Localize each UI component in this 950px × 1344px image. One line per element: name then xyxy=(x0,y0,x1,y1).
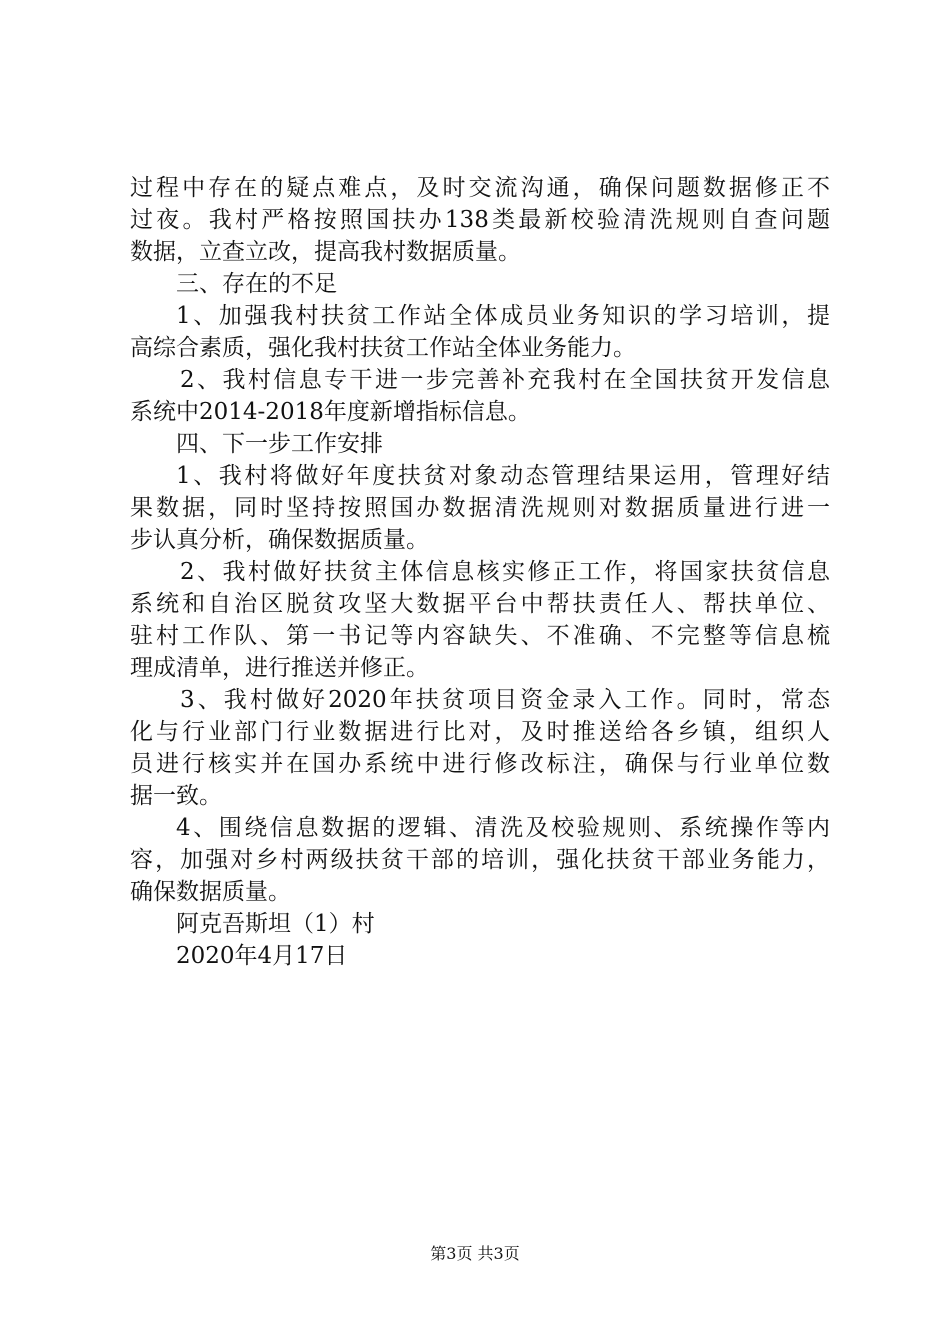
text-line: 驻村工作队、第一书记等内容缺失、不准确、不完整等信息梳 xyxy=(130,623,830,649)
text-line: 理成清单，进行推送并修正。 xyxy=(130,655,429,681)
page-number-footer: 第3页 共3页 xyxy=(430,1244,520,1263)
text-line: 过夜。我村严格按照国扶办138类最新校验清洗规则自查问题 xyxy=(130,207,830,233)
text-line: 过程中存在的疑点难点，及时交流沟通，确保问题数据修正不 xyxy=(130,175,830,201)
text-line: 系统中2014-2018年度新增指标信息。 xyxy=(130,399,531,425)
signature-date: 2020年4月17日 xyxy=(176,943,348,969)
text-line: 果数据，同时坚持按照国办数据清洗规则对数据质量进行进一 xyxy=(130,495,830,521)
text-line: 员进行核实并在国办系统中进行修改标注，确保与行业单位数 xyxy=(130,751,830,777)
document-body xyxy=(130,172,830,972)
signature-organization: 阿克吾斯坦（1）村 xyxy=(176,911,375,937)
text-line: 3、我村做好2020年扶贫项目资金录入工作。同时，常态 xyxy=(180,687,830,713)
section-heading: 四、下一步工作安排 xyxy=(176,431,383,457)
text-line: 系统和自治区脱贫攻坚大数据平台中帮扶责任人、帮扶单位、 xyxy=(130,591,830,617)
text-line: 4、围绕信息数据的逻辑、清洗及校验规则、系统操作等内 xyxy=(176,815,830,841)
text-line: 数据，立查立改，提高我村数据质量。 xyxy=(130,239,521,265)
text-line: 1、加强我村扶贫工作站全体成员业务知识的学习培训，提 xyxy=(176,303,830,329)
text-line: 化与行业部门行业数据进行比对，及时推送给各乡镇，组织人 xyxy=(130,719,830,745)
text-line: 容，加强对乡村两级扶贫干部的培训，强化扶贫干部业务能力， xyxy=(130,847,830,873)
text-line: 据一致。 xyxy=(130,783,222,809)
section-heading: 三、存在的不足 xyxy=(176,271,337,297)
text-line: 2、我村做好扶贫主体信息核实修正工作，将国家扶贫信息 xyxy=(180,559,830,585)
text-line: 确保数据质量。 xyxy=(130,879,291,905)
text-line: 高综合素质，强化我村扶贫工作站全体业务能力。 xyxy=(130,335,636,361)
text-line: 2、我村信息专干进一步完善补充我村在全国扶贫开发信息 xyxy=(180,367,830,393)
text-line: 步认真分析，确保数据质量。 xyxy=(130,527,429,553)
text-line: 1、我村将做好年度扶贫对象动态管理结果运用，管理好结 xyxy=(176,463,830,489)
